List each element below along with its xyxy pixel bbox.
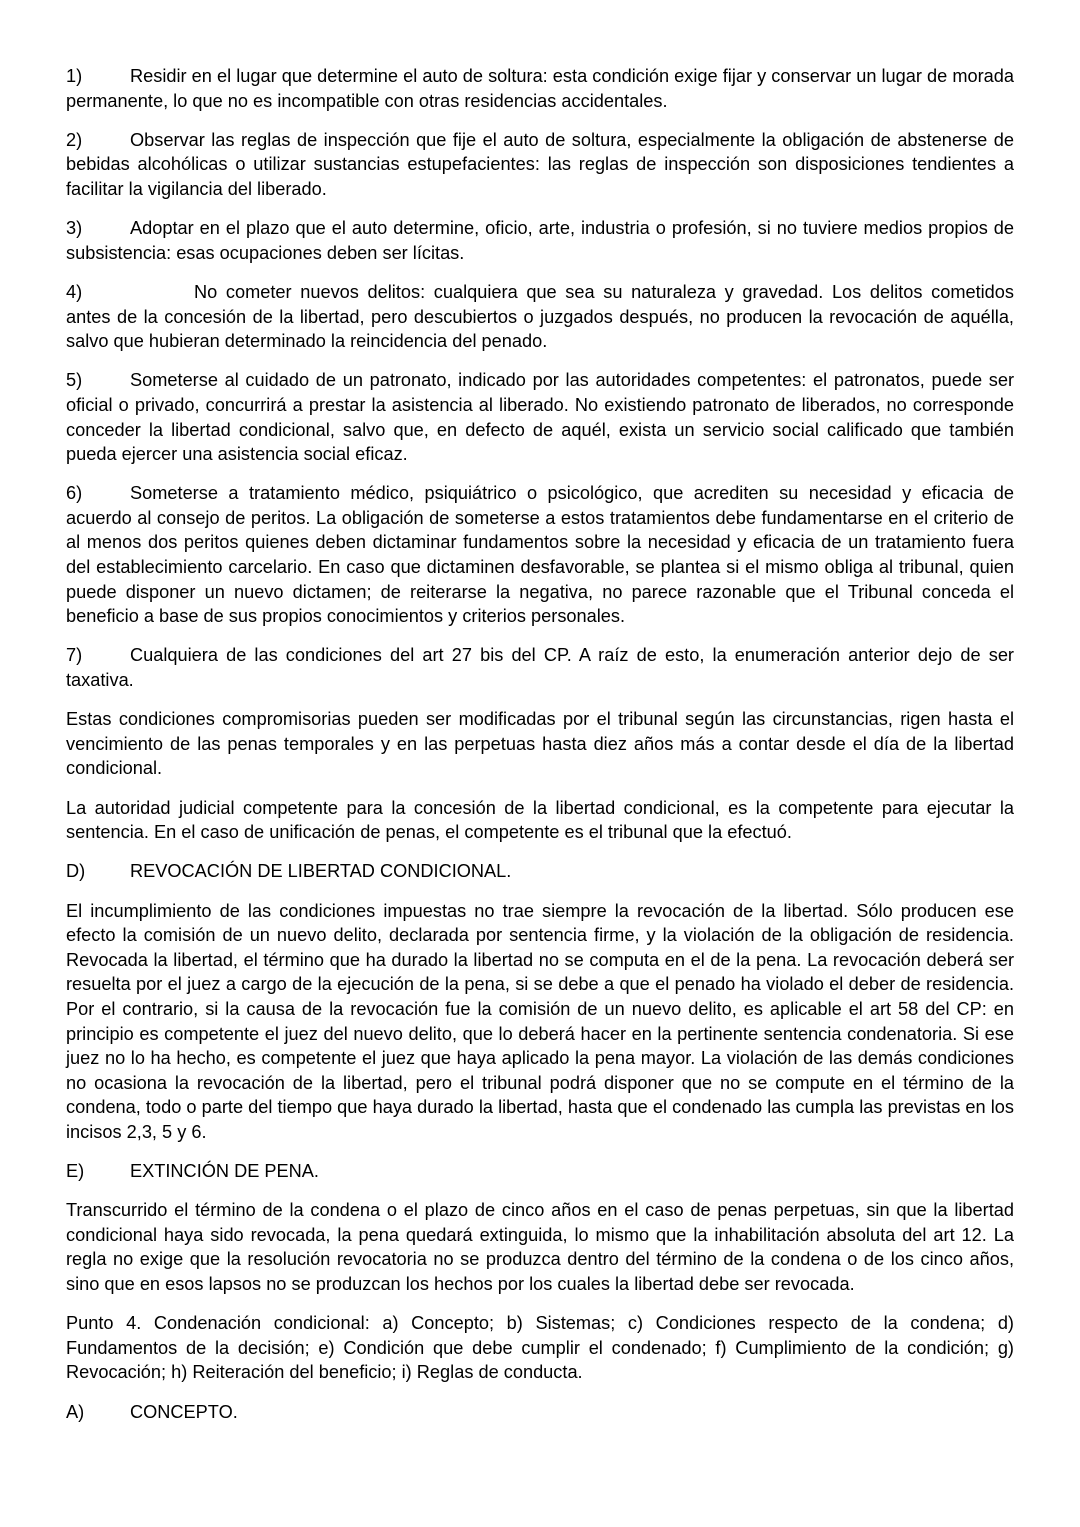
item-number: 7) [66,645,83,666]
section-title: EXTINCIÓN DE PENA. [130,1161,319,1182]
section-title: REVOCACIÓN DE LIBERTAD CONDICIONAL. [130,861,512,882]
condition-item-6 [66,481,1014,629]
revocation-paragraph: El incumplimiento de las condiciones impuestas no trae siempre la revocación de la libertad. Sólo producen ese efecto la comisión de un nuevo delito, declarada por sentencia firme, y la violación de la obligación de residencia. Revocada la libertad, el término que ha durado la libertad no se computa en el de la pena. La revocación deberá ser resuelta por el juez a cargo de la ejecución de la pena, si se debe a que el penado ha violado el deber de residencia. Por el contrario, si la causa de la revocación fue la comisión de un nuevo delito, es aplicable el art 58 del CP: en principio es competente el juez del nuevo delito, que lo deberá hacer en la pertinente sentencia condenatoria. Si ese juez no lo ha hecho, es competente el juez que haya aplicado la pena mayor. La violación de las demás condiciones no ocasiona la revocación de la libertad, pero el tribunal podrá disponer que no se compute en el término de la condena, todo o parte del tiempo que haya durado la libertad, hasta que el condenado las cumpla las previstas en los incisos 2,3, 5 y 6. [66,900,1014,1142]
item-text: No cometer nuevos delitos: cualquiera que sea su naturaleza y gravedad. Los delitos cometidos antes de la concesión de la libertad, pero descubiertos o juzgados después, no producen la revocación de aquélla, salvo que hubieran determinado la reincidencia del penado. [66,281,1014,352]
condition-item-7 [66,643,1014,692]
punto4-paragraph: Punto 4. Condenación condicional: a) Concepto; b) Sistemas; c) Condiciones respecto de la condena; d) Fundamentos de la decisión; e) Condición que debe cumplir el condenado; f) Cumplimiento de la condición; g) Revocación; h) Reiteración del beneficio; i) Reglas de conducta. [66,1313,1014,1383]
condition-item-3 [66,216,1014,265]
condition-item-4 [66,280,1014,354]
item-number: 3) [66,218,83,239]
condition-item-5 [66,368,1014,466]
item-text: Observar las reglas de inspección que fije el auto de soltura, especialmente la obligación de abstenerse de bebidas alcohólicas o utilizar sustancias estupefacientes: las reglas de inspección son disposiciones tendientes a facilitar la vigilancia del liberado. [66,129,1014,199]
condition-item-1 [66,64,1014,113]
document-page [66,64,1014,1439]
condition-item-2 [66,128,1014,202]
item-text: Residir en el lugar que determine el auto de soltura: esta condición exige fijar y conservar un lugar de morada permanente, lo que no es incompatible con otras residencias accidentales. [66,66,1014,111]
section-letter: D) [66,861,86,882]
section-heading-d [66,859,1014,884]
item-number: 4) [66,281,83,302]
item-number: 1) [66,66,83,86]
section-title: CONCEPTO. [130,1401,238,1422]
item-text: Someterse al cuidado de un patronato, indicado por las autoridades competentes: el patronatos, puede ser oficial o privado, concurrirá a prestar la asistencia al liberado. No existiendo patronato de liberados, no corresponde conceder la libertad condicional, salvo que, en defecto de aquél, exista un servicio social calificado que también pueda ejercer una asistencia social eficaz. [66,370,1014,465]
item-number: 6) [66,483,83,504]
section-letter: A) [66,1401,85,1422]
section-heading-e [66,1159,1014,1184]
item-number: 2) [66,129,83,150]
item-text: Cualquiera de las condiciones del art 27 bis del CP. A raíz de esto, la enumeración anterior dejo de ser taxativa. [66,645,1014,691]
section-heading-a [66,1400,1014,1425]
section-letter: E) [66,1161,85,1182]
item-number: 5) [66,370,83,391]
extinction-paragraph: Transcurrido el término de la condena o el plazo de cinco años en el caso de penas perpetuas, sin que la libertad condicional haya sido revocada, la pena quedará extinguida, lo mismo que la inhabilitación absoluta del art 12. La regla no exige que la resolución revocatoria no se produzca dentro del término de la condena o de los cinco años, sino que en esos lapsos no se produzcan los hechos por los cuales la libertad debe ser revocada. [66,1200,1014,1295]
item-text: Someterse a tratamiento médico, psiquiátrico o psicológico, que acrediten su necesidad y eficacia de acuerdo al consejo de peritos. La obligación de someterse a estos tratamientos debe fundamentarse en el criterio de al menos dos peritos quienes deben dictaminar fundamentos sobre la necesidad y eficacia de un tratamiento fuera del establecimiento carcelario. En caso que dictaminen desfavorable, se plantea si el mismo obliga al tribunal, quien puede disponer un nuevo dictamen; de reiterarse la negativa, no parece razonable que el Tribunal conceda el beneficio a base de sus propios conocimientos y criterios personales. [66,483,1014,627]
authority-paragraph: La autoridad judicial competente para la concesión de la libertad condicional, es la competente para ejecutar la sentencia. En el caso de unificación de penas, el competente es el tribunal que la efectuó. [66,797,1014,843]
item-text: Adoptar en el plazo que el auto determine, oficio, arte, industria o profesión, si no tuviere medios propios de subsistencia: esas ocupaciones deben ser lícitas. [66,218,1014,263]
conditions-paragraph: Estas condiciones compromisorias pueden ser modificadas por el tribunal según las circunstancias, rigen hasta el vencimiento de las penas temporales y en las perpetuas hasta diez años más a contar desde el día de la libertad condicional. [66,709,1014,779]
